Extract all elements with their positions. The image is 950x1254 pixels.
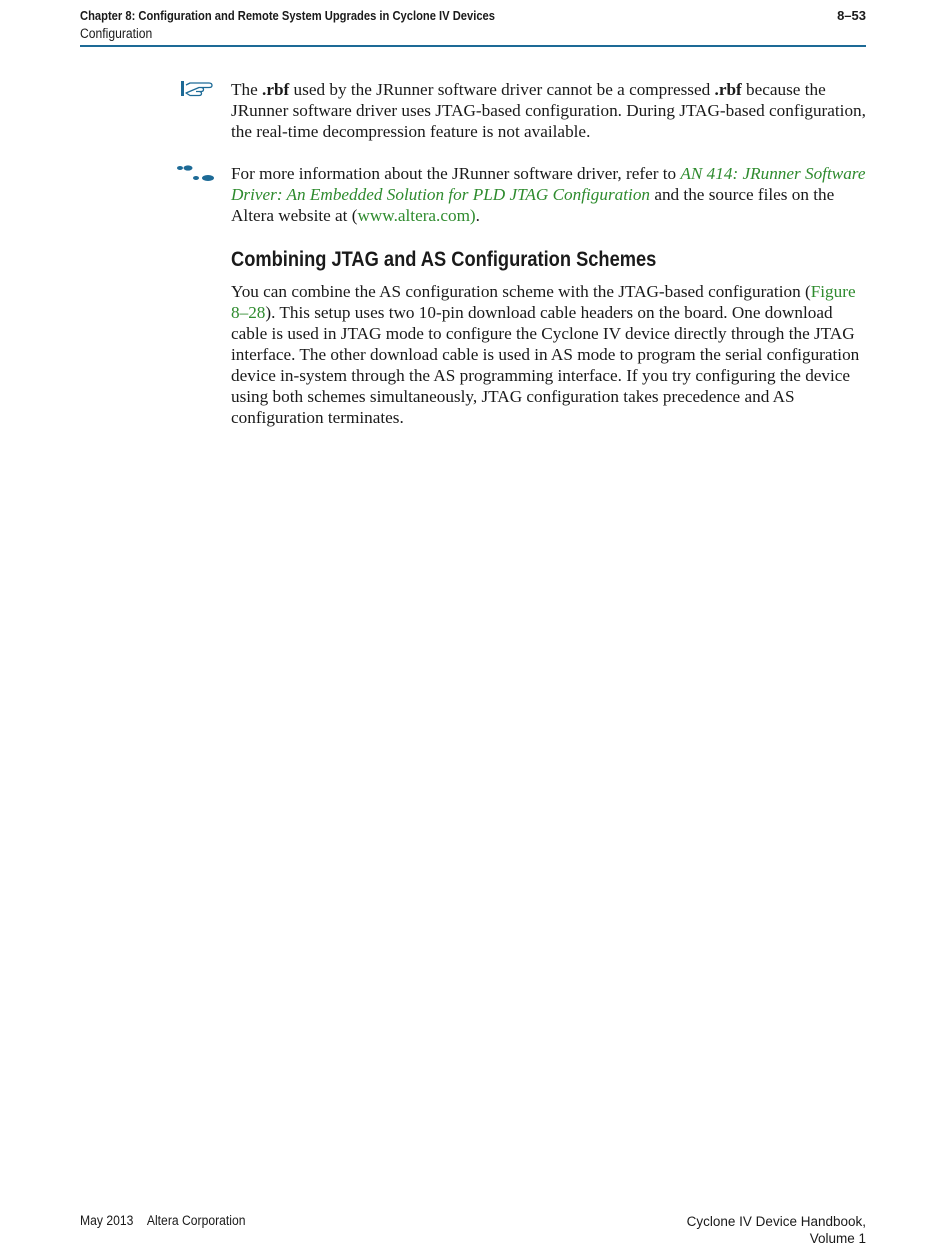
rbf-term: .rbf — [262, 80, 290, 99]
section-title: Configuration — [80, 26, 153, 41]
reference-paragraph: For more information about the JRunner software driver, refer to AN 414: JRunner Software Driver: An Embedded Solution for PLD JTAG Configuration and the source files on the Altera website at (www.altera.com). — [231, 164, 866, 225]
footer-right — [687, 1213, 866, 1247]
section-heading: Combining JTAG and AS Configuration Schemes — [231, 248, 657, 271]
body-paragraph: You can combine the AS configuration scheme with the JTAG-based configuration (Figure 8–28). This setup uses two 10-pin download cable headers on the board. One download cable is used in JTAG mode to configure the Cyclone IV device directly through the JTAG interface. The other download cable is used in AS mode to program the serial configuration device in-system through the AS programming interface. If you try configuring the device using both schemes simultaneously, JTAG configuration takes precedence and AS configuration terminates. — [231, 282, 860, 427]
header-rule — [80, 45, 866, 47]
footer-volume: Volume 1 — [809, 1231, 866, 1246]
footprints-icon — [175, 163, 217, 190]
chapter-title: Chapter 8: Configuration and Remote System Upgrades in Cyclone IV Devices — [80, 8, 496, 23]
altera-website-link[interactable]: www.altera.com) — [357, 206, 476, 225]
note-paragraph: The .rbf used by the JRunner software driver cannot be a compressed .rbf because the JRunner software driver uses JTAG-based configuration. During JTAG-based configuration, the real-time decompression feature is not available. — [231, 80, 866, 141]
pointing-hand-icon — [179, 79, 215, 104]
footer-left — [80, 1213, 245, 1228]
figure-link[interactable]: Figure 8–28 — [231, 282, 856, 322]
footer-company: Altera Corporation — [146, 1213, 246, 1228]
footer-date: May 2013 — [80, 1213, 134, 1228]
rbf-term: .rbf — [714, 80, 742, 99]
page-number: 8–53 — [837, 8, 866, 23]
an414-link[interactable]: AN 414: JRunner Software Driver: An Embedded Solution for PLD JTAG Configuration — [231, 164, 866, 204]
footer-book-title: Cyclone IV Device Handbook, — [686, 1214, 866, 1229]
